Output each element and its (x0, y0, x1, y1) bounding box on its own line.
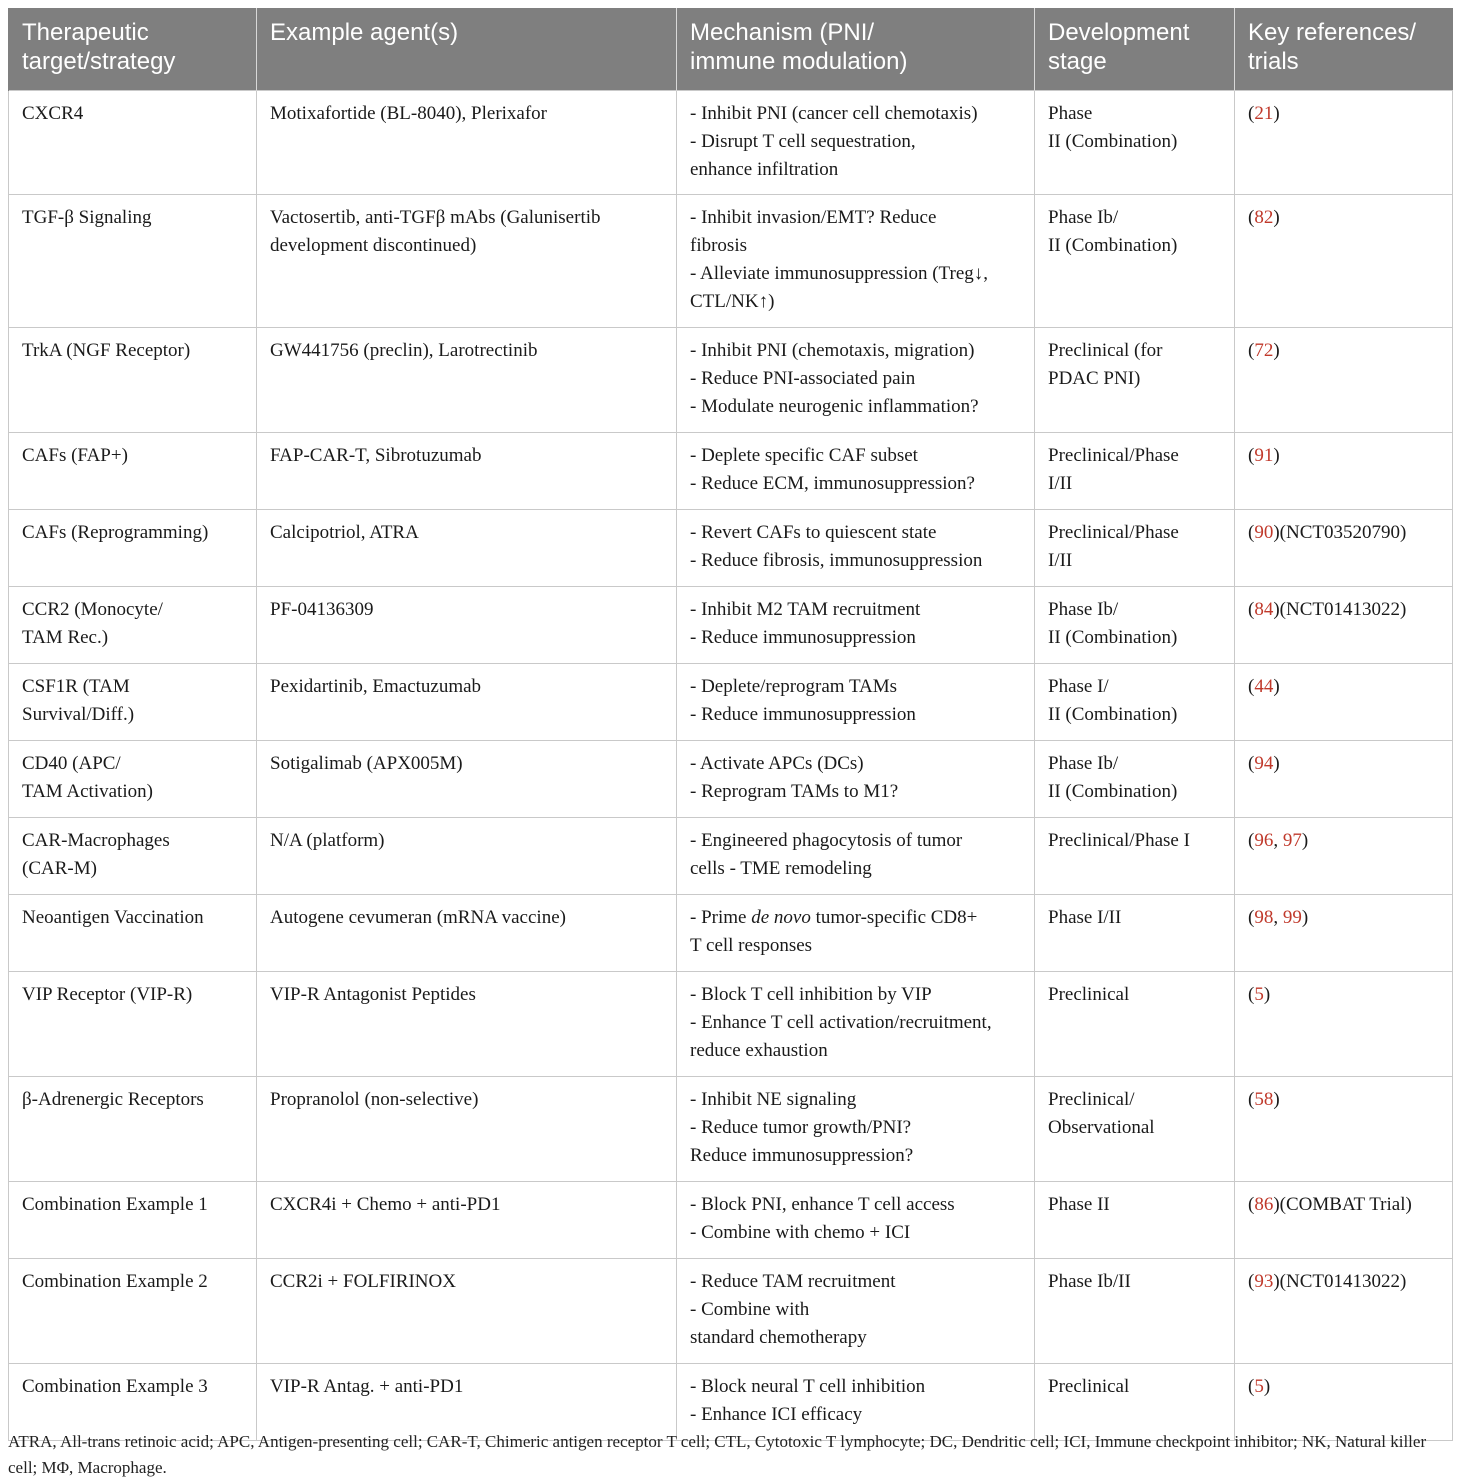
header-text-line: Development (1048, 19, 1190, 46)
reference-link[interactable]: 72 (1254, 340, 1274, 361)
reference-text: ) (1273, 1089, 1280, 1110)
cell-text-line: - Reduce tumor growth/PNI? (690, 1117, 912, 1138)
reference-link[interactable]: 58 (1254, 1089, 1274, 1110)
cell-key-references (1235, 972, 1453, 1077)
cell-text-line: - Combine with chemo + ICI (690, 1222, 911, 1243)
cell-text-line: - Reduce ECM, immunosuppression? (690, 473, 975, 494)
cell-example-agents (257, 972, 677, 1077)
cell-example-agents (257, 510, 677, 587)
header-row (9, 8, 1453, 91)
reference-text: ( (1248, 1271, 1255, 1292)
cell-target-strategy (9, 1259, 257, 1364)
header-mechanism (677, 8, 1035, 91)
reference-text: ( (1248, 907, 1255, 928)
cell-mechanism (677, 587, 1035, 664)
reference-text: ( (1248, 1376, 1255, 1397)
cell-text-line: II (Combination) (1048, 704, 1178, 725)
header-target-strategy (9, 8, 257, 91)
reference-text: ( (1248, 599, 1255, 620)
reference-text: ( (1248, 830, 1255, 851)
table-row (9, 510, 1453, 587)
reference-text: ) (1263, 1376, 1271, 1397)
header-text-line: immune modulation) (690, 48, 908, 75)
reference-text: )(NCT01413022) (1273, 1271, 1407, 1292)
cell-text-line: - Disrupt T cell sequestration, (690, 131, 916, 152)
header-development-stage (1035, 8, 1235, 91)
cell-target-strategy (9, 1182, 257, 1259)
cell-development-stage (1035, 587, 1235, 664)
cell-mechanism (677, 741, 1035, 818)
cell-text-line: Preclinical (1048, 1376, 1130, 1397)
reference-text: )(NCT03520790) (1273, 522, 1407, 543)
reference-text: )(NCT01413022) (1273, 599, 1407, 620)
reference-link[interactable]: 90 (1254, 522, 1274, 543)
reference-text: ( (1248, 1089, 1255, 1110)
cell-example-agents (257, 741, 677, 818)
reference-link[interactable]: 99 (1282, 907, 1302, 928)
cell-key-references (1235, 895, 1453, 972)
cell-text-line: - Activate APCs (DCs) (690, 753, 864, 774)
cell-text-line: Phase Ib/ (1048, 753, 1119, 774)
reference-link[interactable]: 86 (1254, 1194, 1274, 1215)
cell-example-agents (257, 91, 677, 195)
header-text-line: Mechanism (PNI/ (690, 19, 875, 46)
cell-text-line: - Reduce PNI-associated pain (690, 368, 916, 389)
cell-text-line: - Reduce immunosuppression (690, 627, 916, 648)
cell-text-line: Phase II (1048, 1194, 1110, 1215)
cell-development-stage (1035, 664, 1235, 741)
cell-text-line: - Inhibit invasion/EMT? Reduce (690, 207, 937, 228)
cell-development-stage (1035, 433, 1235, 510)
cell-mechanism (677, 510, 1035, 587)
cell-target-strategy (9, 195, 257, 328)
cell-text-line: - Reduce immunosuppression (690, 704, 916, 725)
reference-link[interactable]: 84 (1254, 599, 1274, 620)
cell-text-line: Sotigalimab (APX005M) (270, 753, 463, 774)
cell-key-references (1235, 1077, 1453, 1182)
cell-target-strategy (9, 1077, 257, 1182)
reference-text: ( (1248, 753, 1255, 774)
cell-text-line: Vactosertib, anti-TGFβ mAbs (Galunisertib (270, 207, 601, 228)
cell-text-line: (CAR-M) (22, 858, 97, 879)
cell-text-line: - Block T cell inhibition by VIP (690, 984, 932, 1005)
cell-development-stage (1035, 91, 1235, 195)
cell-text-line: - Inhibit M2 TAM recruitment (690, 599, 921, 620)
cell-text-line: - Inhibit NE signaling (690, 1089, 857, 1110)
cell-development-stage (1035, 510, 1235, 587)
cell-development-stage (1035, 818, 1235, 895)
reference-text: ) (1273, 445, 1280, 466)
cell-mechanism (677, 433, 1035, 510)
cell-text-line: CCR2i + FOLFIRINOX (270, 1271, 456, 1292)
reference-text: ( (1248, 207, 1255, 228)
cell-development-stage (1035, 972, 1235, 1077)
header-text-line: target/strategy (22, 48, 176, 75)
cell-text-line: Preclinical (for (1048, 340, 1163, 361)
table-row (9, 433, 1453, 510)
therapeutic-targets-table (8, 8, 1453, 1441)
cell-target-strategy (9, 328, 257, 433)
cell-text-line: II (Combination) (1048, 627, 1178, 648)
cell-text-line: CCR2 (Monocyte/ (22, 599, 163, 620)
cell-target-strategy (9, 972, 257, 1077)
cell-text-line: - Alleviate immunosuppression (Treg↓, (690, 263, 988, 284)
cell-text-line: CAFs (Reprogramming) (22, 522, 209, 543)
reference-link[interactable]: 94 (1254, 753, 1274, 774)
reference-link[interactable]: 93 (1254, 1271, 1274, 1292)
cell-text-line: - Reduce TAM recruitment (690, 1271, 896, 1292)
cell-target-strategy (9, 510, 257, 587)
cell-target-strategy (9, 895, 257, 972)
reference-text: ( (1248, 445, 1255, 466)
reference-text: ) (1301, 830, 1309, 851)
reference-text: ( (1248, 522, 1255, 543)
reference-link[interactable]: 44 (1254, 676, 1274, 697)
reference-link[interactable]: 98 (1254, 907, 1274, 928)
cell-development-stage (1035, 195, 1235, 328)
reference-text: ) (1273, 676, 1280, 697)
cell-text-line: standard chemotherapy (690, 1327, 867, 1348)
cell-text-line: CD40 (APC/ (22, 753, 121, 774)
cell-text-line: Neoantigen Vaccination (22, 907, 204, 928)
cell-target-strategy (9, 664, 257, 741)
table-row (9, 741, 1453, 818)
cell-example-agents (257, 195, 677, 328)
table-row (9, 1259, 1453, 1364)
cell-text-line: VIP-R Antag. + anti-PD1 (270, 1376, 464, 1397)
cell-text-line: - Block PNI, enhance T cell access (690, 1194, 955, 1215)
cell-text-line: PDAC PNI) (1048, 368, 1141, 389)
cell-text-line: - Revert CAFs to quiescent state (690, 522, 937, 543)
table-row (9, 1077, 1453, 1182)
cell-target-strategy (9, 818, 257, 895)
reference-link[interactable]: 82 (1254, 207, 1274, 228)
cell-key-references (1235, 195, 1453, 328)
reference-text: ) (1273, 103, 1280, 124)
cell-key-references (1235, 91, 1453, 195)
cell-mechanism (677, 1259, 1035, 1364)
cell-target-strategy (9, 433, 257, 510)
cell-text-line: Preclinical/Phase (1048, 522, 1179, 543)
cell-example-agents (257, 818, 677, 895)
cell-example-agents (257, 328, 677, 433)
header-key-references (1235, 8, 1453, 91)
cell-text-line: - Inhibit PNI (cancer cell chemotaxis) (690, 103, 978, 124)
cell-text-line: reduce exhaustion (690, 1040, 828, 1061)
cell-text-line: - Combine with (690, 1299, 810, 1320)
cell-development-stage (1035, 1259, 1235, 1364)
table-row (9, 895, 1453, 972)
cell-mechanism (677, 1182, 1035, 1259)
cell-key-references (1235, 741, 1453, 818)
cell-text-line: CTL/NK↑) (690, 291, 775, 312)
cell-text-line: Reduce immunosuppression? (690, 1145, 914, 1166)
cell-text-line: TAM Activation) (22, 781, 153, 802)
cell-example-agents (257, 587, 677, 664)
cell-text-line: I/II (1048, 473, 1073, 494)
reference-text: , (1273, 830, 1283, 851)
cell-example-agents (257, 1259, 677, 1364)
cell-text-line: β-Adrenergic Receptors (22, 1089, 204, 1110)
cell-text-line: II (Combination) (1048, 235, 1178, 256)
cell-text-line: Observational (1048, 1117, 1155, 1138)
cell-example-agents (257, 1182, 677, 1259)
cell-text-line: CSF1R (TAM (22, 676, 130, 697)
cell-text-line: Combination Example 2 (22, 1271, 208, 1292)
reference-text: ( (1248, 984, 1255, 1005)
reference-text: ) (1273, 340, 1280, 361)
cell-text-line: II (Combination) (1048, 781, 1178, 802)
table-row (9, 587, 1453, 664)
cell-target-strategy (9, 587, 257, 664)
header-text-line: Therapeutic (22, 19, 149, 46)
cell-text-line: II (Combination) (1048, 131, 1178, 152)
table-footnote: ATRA, All-trans retinoic acid; APC, Antigen-presenting cell; CAR-T, Chimeric antigen receptor T cell; CTL, Cytotoxic T lymphocyte; DC, Dendritic cell; ICI, Immune checkpoint inhibitor; NK, Natural killer cell; MΦ, Macrophage. (8, 1432, 1427, 1477)
table-row (9, 664, 1453, 741)
cell-text-line: - Deplete/reprogram TAMs (690, 676, 898, 697)
reference-link[interactable]: 5 (1254, 1376, 1264, 1397)
cell-text-line: Calcipotriol, ATRA (270, 522, 419, 543)
cell-text-line: - Prime de novo tumor-specific CD8+ (690, 907, 978, 928)
cell-text-line: Preclinical/ (1048, 1089, 1135, 1110)
cell-key-references (1235, 433, 1453, 510)
reference-text: ) (1263, 984, 1271, 1005)
reference-text: ( (1248, 103, 1255, 124)
reference-link[interactable]: 5 (1254, 984, 1264, 1005)
reference-text: ) (1301, 907, 1309, 928)
cell-text-line: CAR-Macrophages (22, 830, 170, 851)
header-example-agents (257, 8, 677, 91)
table-row (9, 195, 1453, 328)
cell-text-line: fibrosis (690, 235, 747, 256)
cell-key-references (1235, 664, 1453, 741)
header-text-line: Key references/ (1248, 19, 1417, 46)
cell-text-line: CXCR4 (22, 103, 84, 124)
cell-text-line: Phase I/ (1048, 676, 1109, 697)
reference-text: , (1273, 907, 1283, 928)
reference-link[interactable]: 21 (1254, 103, 1274, 124)
cell-text-line: Phase Ib/ (1048, 599, 1119, 620)
cell-text-line: PF-04136309 (270, 599, 374, 620)
header-text-line: trials (1248, 48, 1299, 75)
cell-text-line: GW441756 (preclin), Larotrectinib (270, 340, 538, 361)
cell-development-stage (1035, 1077, 1235, 1182)
cell-text-line: T cell responses (690, 935, 813, 956)
cell-text-line: cells - TME remodeling (690, 858, 872, 879)
table-row (9, 818, 1453, 895)
reference-link[interactable]: 91 (1254, 445, 1274, 466)
cell-text-line: Combination Example 1 (22, 1194, 208, 1215)
cell-mechanism (677, 328, 1035, 433)
cell-key-references (1235, 328, 1453, 433)
cell-key-references (1235, 1259, 1453, 1364)
cell-text-line: FAP-CAR-T, Sibrotuzumab (270, 445, 482, 466)
cell-mechanism (677, 91, 1035, 195)
cell-text-line: N/A (platform) (270, 830, 385, 851)
cell-text-line: TAM Rec.) (22, 627, 109, 648)
cell-development-stage (1035, 328, 1235, 433)
cell-mechanism (677, 972, 1035, 1077)
reference-text: ( (1248, 1194, 1255, 1215)
cell-text-line: Survival/Diff.) (22, 704, 135, 725)
cell-text-line: Phase Ib/ (1048, 207, 1119, 228)
cell-mechanism (677, 895, 1035, 972)
cell-text-line: Pexidartinib, Emactuzumab (270, 676, 482, 697)
cell-key-references (1235, 818, 1453, 895)
cell-text-line: VIP-R Antagonist Peptides (270, 984, 476, 1005)
cell-text-line: enhance infiltration (690, 159, 839, 180)
table-row (9, 91, 1453, 195)
cell-example-agents (257, 895, 677, 972)
cell-key-references (1235, 587, 1453, 664)
cell-text-line: Propranolol (non-selective) (270, 1089, 479, 1110)
table-row (9, 972, 1453, 1077)
cell-text-line: - Deplete specific CAF subset (690, 445, 918, 466)
reference-text: )(COMBAT Trial) (1273, 1194, 1412, 1215)
header-text-line: Example agent(s) (270, 19, 459, 46)
cell-text-line: Phase (1048, 103, 1093, 124)
reference-text: ) (1273, 753, 1280, 774)
cell-text-line: - Modulate neurogenic inflammation? (690, 396, 979, 417)
cell-mechanism (677, 664, 1035, 741)
cell-text-line: VIP Receptor (VIP-R) (22, 984, 193, 1005)
cell-text-line: CXCR4i + Chemo + anti-PD1 (270, 1194, 501, 1215)
cell-text-line: Preclinical/Phase (1048, 445, 1179, 466)
reference-text: ( (1248, 676, 1255, 697)
cell-example-agents (257, 664, 677, 741)
cell-key-references (1235, 510, 1453, 587)
cell-text-line: Phase Ib/II (1048, 1271, 1131, 1292)
cell-example-agents (257, 1077, 677, 1182)
cell-text-line: Preclinical (1048, 984, 1130, 1005)
cell-mechanism (677, 195, 1035, 328)
cell-text-line: - Engineered phagocytosis of tumor (690, 830, 963, 851)
table-row (9, 1182, 1453, 1259)
cell-text-line: TrkA (NGF Receptor) (22, 340, 191, 361)
cell-text-line: I/II (1048, 550, 1073, 571)
cell-text-line: Preclinical/Phase I (1048, 830, 1190, 851)
cell-text-line: Autogene cevumeran (mRNA vaccine) (270, 907, 566, 928)
cell-key-references (1235, 1182, 1453, 1259)
cell-target-strategy (9, 741, 257, 818)
cell-text-line: TGF-β Signaling (22, 207, 152, 228)
cell-text-line: Combination Example 3 (22, 1376, 208, 1397)
reference-link[interactable]: 97 (1282, 830, 1302, 851)
reference-link[interactable]: 96 (1254, 830, 1274, 851)
reference-text: ) (1273, 207, 1280, 228)
header-text-line: stage (1048, 48, 1107, 75)
cell-text-line: - Enhance ICI efficacy (690, 1404, 863, 1425)
cell-mechanism (677, 818, 1035, 895)
cell-text-line: - Block neural T cell inhibition (690, 1376, 926, 1397)
cell-development-stage (1035, 895, 1235, 972)
cell-text-line: - Inhibit PNI (chemotaxis, migration) (690, 340, 975, 361)
cell-text-line: - Reprogram TAMs to M1? (690, 781, 899, 802)
reference-text: ( (1248, 340, 1255, 361)
cell-text-line: CAFs (FAP+) (22, 445, 128, 466)
cell-text-line: development discontinued) (270, 235, 477, 256)
cell-target-strategy (9, 91, 257, 195)
cell-text-line: Motixafortide (BL-8040), Plerixafor (270, 103, 548, 124)
cell-development-stage (1035, 1182, 1235, 1259)
cell-mechanism (677, 1077, 1035, 1182)
cell-example-agents (257, 433, 677, 510)
cell-text-line: Phase I/II (1048, 907, 1122, 928)
cell-text-line: - Enhance T cell activation/recruitment, (690, 1012, 992, 1033)
cell-text-line: - Reduce fibrosis, immunosuppression (690, 550, 983, 571)
table-row (9, 328, 1453, 433)
cell-development-stage (1035, 741, 1235, 818)
